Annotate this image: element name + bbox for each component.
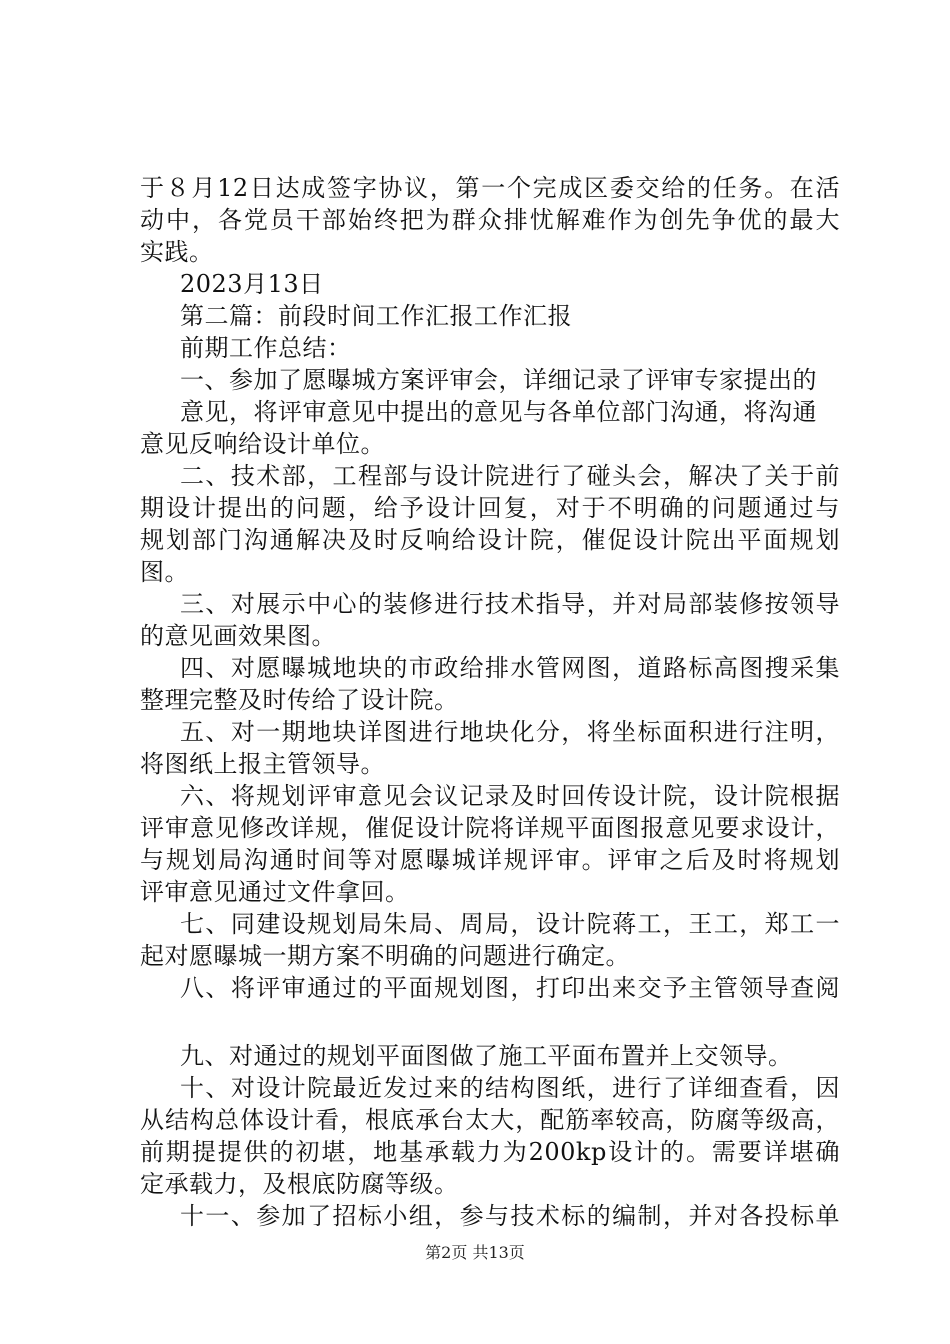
text-line: 十一、参加了招标小组，参与技术标的编制，并对各投标单 <box>180 1202 840 1230</box>
text-line: 八、将评审通过的平面规划图，打印出来交予主管领导查阅 <box>180 974 840 1002</box>
page-footer: 第2页 共13页 <box>425 1243 525 1262</box>
text-line: 意见，将评审意见中提出的意见与各单位部门沟通，将沟通 <box>180 398 817 426</box>
text-line: 十、对设计院最近发过来的结构图纸，进行了详细查看，因 <box>180 1074 840 1102</box>
text-line: 实践。 <box>140 238 214 266</box>
text-line: 将图纸上报主管领导。 <box>140 750 385 778</box>
blank-spacer <box>140 1004 840 1040</box>
text-line: 起对愿曝城一期方案不明确的问题进行确定。 <box>140 942 630 970</box>
text-line: 三、对展示中心的装修进行技术指导，并对局部装修按领导 <box>180 590 840 618</box>
text-line: 于８月12日达成签字协议，第一个完成区委交给的任务。在活 <box>140 174 840 202</box>
text-line: 评审意见修改详规，催促设计院将详规平面图报意见要求设计， <box>140 814 840 842</box>
text-line: 五、对一期地块详图进行地块化分，将坐标面积进行注明， <box>180 718 840 746</box>
date-line: 2023月13日 <box>180 270 324 298</box>
text-line: 四、对愿曝城地块的市政给排水管网图，道路标高图搜采集 <box>180 654 840 682</box>
text-line: 九、对通过的规划平面图做了施工平面布置并上交领导。 <box>180 1042 793 1070</box>
text-line: 六、将规划评审意见会议记录及时回传设计院，设计院根据 <box>180 782 840 810</box>
text-line: 一、参加了愿曝城方案评审会，详细记录了评审专家提出的 <box>180 366 817 394</box>
text-line: 整理完整及时传给了设计院。 <box>140 686 459 714</box>
text-line: 七、同建设规划局朱局、周局，设计院蒋工，王工，郑工一 <box>180 910 840 938</box>
text-line: 图。 <box>140 558 189 586</box>
text-line: 从结构总体设计看，根底承台太大，配筋率较高，防腐等级高， <box>140 1106 840 1134</box>
text-line: 定承载力，及根底防腐等级。 <box>140 1170 459 1198</box>
text-line: 前期提提供的初堪，地基承载力为200kp设计的。需要详堪确 <box>140 1138 840 1166</box>
subsection-title: 前期工作总结： <box>180 334 352 362</box>
text-line: 评审意见通过文件拿回。 <box>140 878 410 906</box>
text-line: 二、技术部，工程部与设计院进行了碰头会，解决了关于前 <box>180 462 840 490</box>
text-line: 意见反响给设计单位。 <box>140 430 385 458</box>
text-line: 动中，各党员干部始终把为群众排忧解难作为创先争优的最大 <box>140 206 840 234</box>
text-line: 规划部门沟通解决及时反响给设计院，催促设计院出平面规划 <box>140 526 840 554</box>
document-body <box>140 172 840 1232</box>
section-title: 第二篇：前段时间工作汇报工作汇报 <box>180 302 572 330</box>
text-line: 期设计提出的问题，给予设计回复，对于不明确的问题通过与 <box>140 494 840 522</box>
text-line: 的意见画效果图。 <box>140 622 336 650</box>
text-line: 与规划局沟通时间等对愿曝城详规评审。评审之后及时将规划 <box>140 846 840 874</box>
